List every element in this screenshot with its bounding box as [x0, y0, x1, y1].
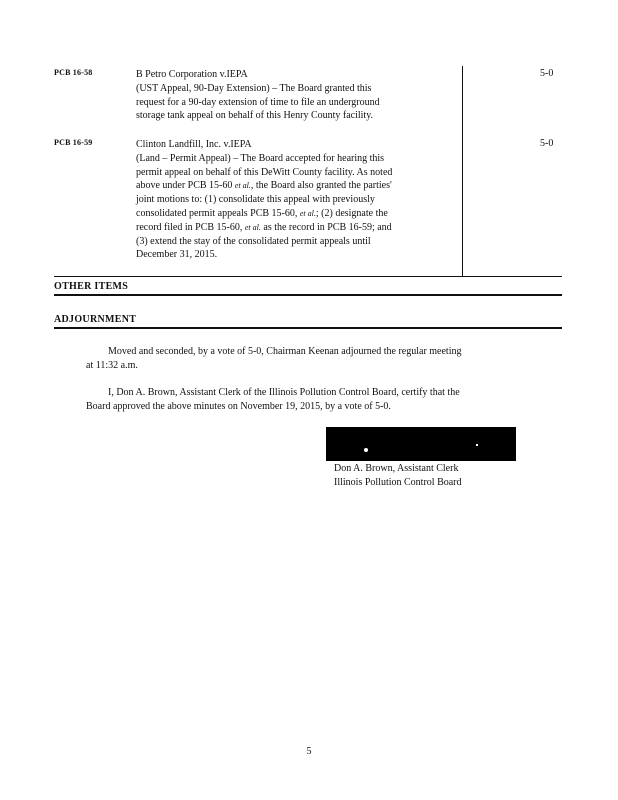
section-heading-adjournment: ADJOURNMENT [54, 314, 137, 325]
adjournment-line: at 11:32 a.m. [86, 360, 138, 371]
case-line: consolidated permit appeals PCB 15-60, et al.; (2) designate the [136, 207, 388, 219]
case-line: above under PCB 15-60 et al., the Board also granted the parties' [136, 180, 392, 192]
case-number: PCB 16-58 [54, 68, 93, 77]
signature-org: Illinois Pollution Control Board [334, 477, 462, 488]
case-line: joint motions to: (1) consolidate this appeal with previously [136, 194, 375, 206]
column-divider [462, 66, 463, 276]
case-line: (3) extend the stay of the consolidated permit appeals until [136, 235, 371, 247]
case-line: (Land – Permit Appeal) – The Board accepted for hearing this [136, 152, 385, 164]
case-title: B Petro Corporation v.IEPA [136, 69, 248, 80]
page-number: 5 [306, 746, 312, 757]
case-description [136, 68, 436, 123]
signature-name: Don A. Brown, Assistant Clerk [334, 463, 459, 474]
case-line: (UST Appeal, 90-Day Extension) – The Board granted this [136, 82, 372, 94]
case-line: record filed in PCB 15-60, et al. as the record in PCB 16-59; and [136, 221, 392, 233]
redacted-signature [326, 427, 516, 461]
case-title: Clinton Landfill, Inc. v.IEPA [136, 139, 252, 150]
case-description [136, 138, 436, 262]
case-number: PCB 16-59 [54, 138, 93, 147]
divider [54, 327, 562, 329]
case-line: storage tank appeal on behalf of this Henry County facility. [136, 110, 374, 122]
case-vote: 5-0 [540, 138, 554, 149]
case-line: December 31, 2015. [136, 249, 218, 261]
divider [54, 294, 562, 296]
adjournment-line: Moved and seconded, by a vote of 5-0, Chairman Keenan adjourned the regular meeting [108, 346, 462, 357]
divider [54, 276, 562, 277]
section-heading-other-items: OTHER ITEMS [54, 281, 129, 292]
case-line: permit appeal on behalf of this DeWitt County facility. As noted [136, 166, 393, 178]
case-vote: 5-0 [540, 68, 554, 79]
certification-line: Board approved the above minutes on November 19, 2015, by a vote of 5-0. [86, 401, 391, 412]
case-line: request for a 90-day extension of time to file an underground [136, 96, 380, 108]
certification-line: I, Don A. Brown, Assistant Clerk of the Illinois Pollution Control Board, certify that the [108, 387, 460, 398]
